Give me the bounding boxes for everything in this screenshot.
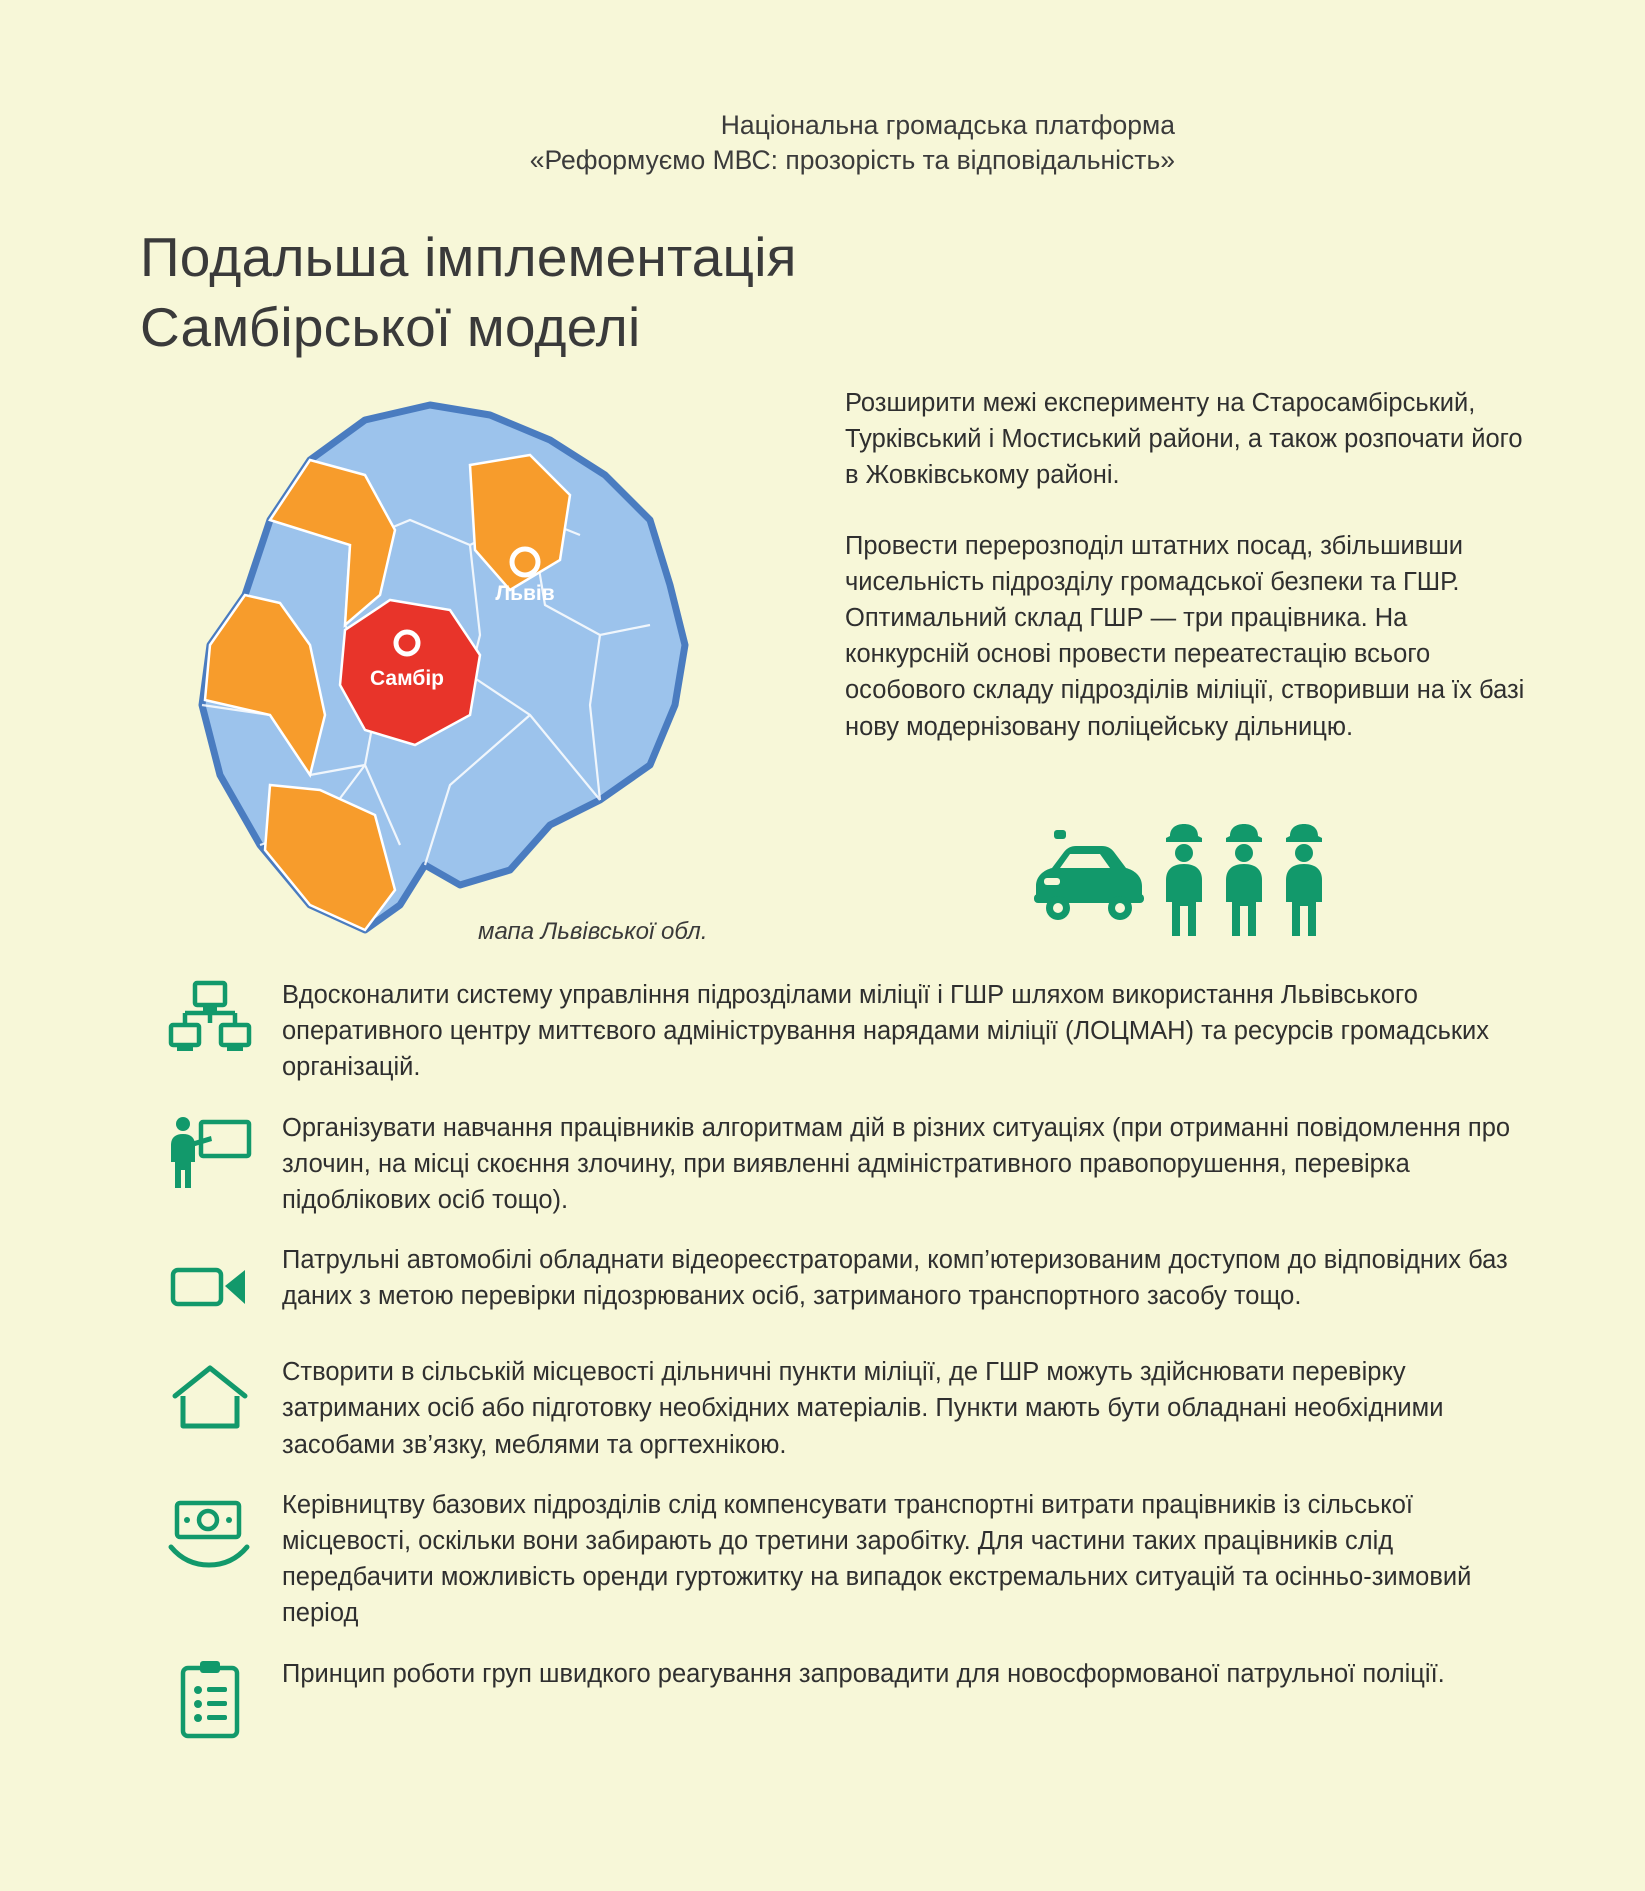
police-car-icon: [1034, 830, 1144, 920]
clipboard-checklist-glyph: [167, 1658, 253, 1744]
platform-line-1: Національна громадська платформа: [720, 110, 1175, 140]
platform-line-2: «Реформуємо МВС: прозорість та відповідальність»: [529, 145, 1175, 176]
page-title-line-2: Самбірської моделі: [140, 296, 641, 359]
map-label-sambir: Самбір: [370, 667, 444, 690]
lviv-region-map: [150, 345, 760, 945]
video-camera-glyph: [167, 1244, 253, 1330]
police-officer-icon: [1166, 824, 1202, 936]
page-title-line-1: Подальша імплементація: [140, 225, 797, 288]
house-icon: [150, 1352, 270, 1442]
list-item-text: Вдосконалити систему управління підрозділами міліції і ГШР шляхом використання Львівського оперативного центру миттєвого адміністрування нарядами міліції (ЛОЦМАН) та ресурсів громадських організацій.: [282, 981, 1490, 1082]
intro-text-block: [845, 385, 1525, 745]
house-glyph: [167, 1356, 253, 1442]
network-computers-glyph: [167, 979, 253, 1065]
list-item-text: Створити в сільській місцевості дільничні пункти міліції, де ГШР можуть здійснювати перевірку затриманих осіб або підготовку необхідних матеріалів. Пункти мають бути обладнані необхідними засобами зв’язку, меблями та оргтехнікою.: [282, 1358, 1444, 1459]
map-caption: мапа Львівської обл.: [478, 918, 708, 945]
map-svg: [150, 345, 760, 945]
video-camera-icon: [150, 1240, 270, 1330]
police-officer-icon: [1226, 824, 1262, 936]
list-item: [150, 1108, 1520, 1219]
recommendation-list: [150, 975, 1520, 1766]
training-presenter-icon: [150, 1108, 270, 1198]
network-computers-icon: [150, 975, 270, 1065]
intro-paragraph-2: Провести перерозподіл штатних посад, збільшивши чисельність підрозділу громадської безпеки та ГШР. Оптимальний склад ГШР — три працівника. На конкурсній основі провести переатестацію всього особового складу підрозділів міліції, створивши на їх базі нову модернізовану поліцейську дільницю.: [845, 531, 1525, 741]
list-item-text: Принцип роботи груп швидкого реагування запровадити для новосформованої патрульної поліції.: [282, 1659, 1445, 1688]
intro-paragraph-1: Розширити межі експерименту на Старосамбірський, Турківський і Мостиський райони, а також розпочати його в Жовківському районі.: [845, 389, 1523, 490]
list-item: [150, 1485, 1520, 1632]
list-item: [150, 975, 1520, 1086]
money-in-hand-glyph: [167, 1489, 253, 1575]
list-item-text: Організувати навчання працівників алгоритмам дій в різних ситуаціях (при отриманні повідомлення про злочин, на місці скоєння злочину, при виявленні адміністративного правопорушення, перевірка підоблікових осіб тощо).: [282, 1113, 1511, 1215]
list-item: [150, 1240, 1520, 1330]
clipboard-checklist-icon: [150, 1654, 270, 1744]
map-label-lviv: Львів: [495, 582, 555, 605]
money-in-hand-icon: [150, 1485, 270, 1575]
training-presenter-glyph: [167, 1112, 253, 1198]
police-officer-icon: [1286, 824, 1322, 936]
list-item-text: Керівництву базових підрозділів слід компенсувати транспортні витрати працівників із сільської місцевості, оскільки вони забирають до третини заробітку. Для частини таких працівників слід передбачити можливість оренди гуртожитку на випадок екстремальних ситуацій та осінньо-зимовий період: [282, 1490, 1472, 1628]
police-icon-row: [1030, 820, 1350, 940]
list-item: [150, 1352, 1520, 1463]
page-title: [140, 222, 797, 363]
list-item-text: Патрульні автомобілі обладнати відеореєстраторами, комп’ютеризованим доступом до відповідних баз даних з метою перевірки підозрюваних осіб, затриманого транспортного засобу тощо.: [282, 1246, 1508, 1311]
platform-attribution: [530, 108, 1175, 178]
police-icons-svg: [1030, 820, 1350, 940]
list-item: [150, 1654, 1520, 1744]
